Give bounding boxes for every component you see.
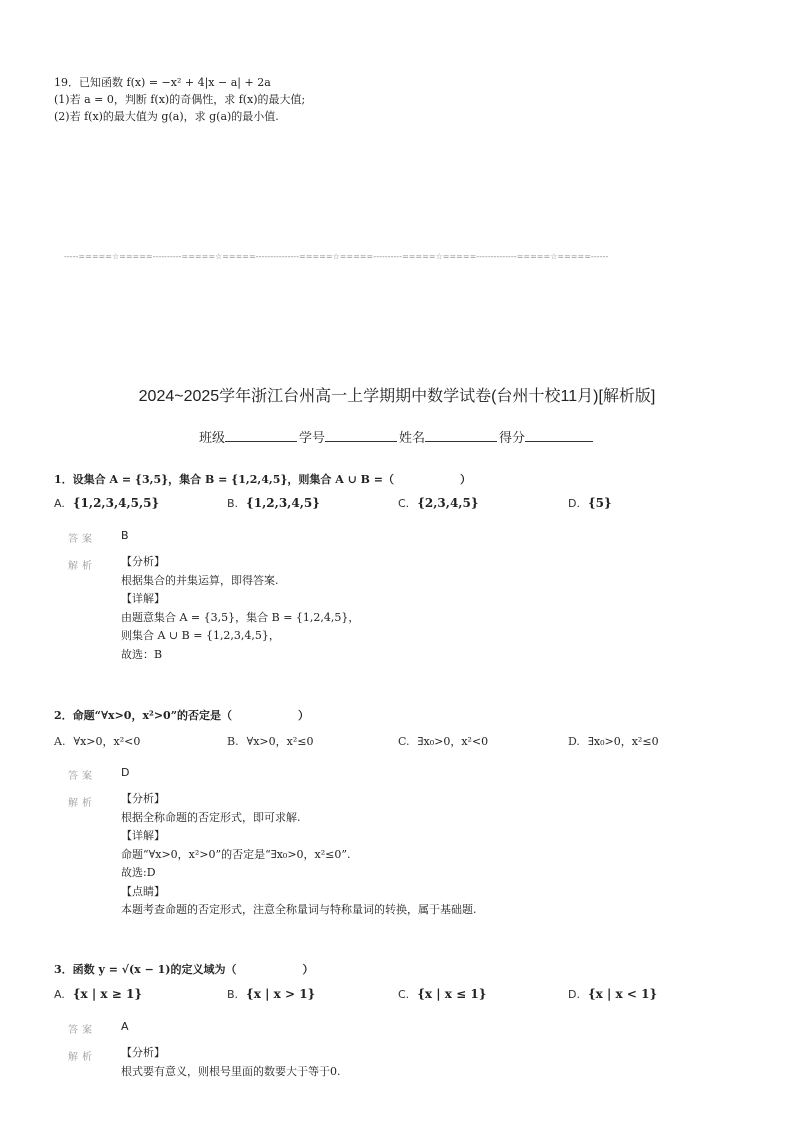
analysis-line: 故选：B (121, 647, 163, 661)
question-3-stem: 3．函数 y = √(x − 1)的定义域为（ ） (54, 963, 314, 976)
score-blank[interactable] (525, 429, 593, 442)
question-3-answer-label: 答案 (68, 1025, 96, 1036)
class-label: 班级 (198, 430, 225, 445)
question-1-analysis (121, 553, 359, 664)
question-1-answer-label: 答案 (68, 534, 96, 545)
question-1-answer: B (121, 529, 129, 542)
analysis-line: 命题“∀x>0，x²>0”的否定是“∃x₀>0，x²≤0”. (121, 847, 351, 861)
question-3-option-c: C. {x | x ≤ 1} (398, 987, 487, 1001)
question-3-option-d: D. {x | x < 1} (568, 987, 658, 1001)
question-2-option-d: D. ∃x₀>0，x²≤0 (568, 735, 659, 748)
question-1-option-d: D. {5} (568, 496, 612, 510)
name-label: 姓名 (399, 430, 426, 445)
question-1-option-c: C. {2,3,4,5} (398, 496, 479, 510)
analysis-line: 【详解】 (121, 829, 165, 842)
question-19-part1: (1)若 a = 0，判断 f(x)的奇偶性，求 f(x)的最大值; (54, 93, 306, 106)
question-2-answer-label: 答案 (68, 771, 96, 782)
question-2-analysis-label: 解析 (68, 798, 96, 809)
analysis-line: 【分析】 (121, 792, 165, 805)
analysis-line: 本题考查命题的否定形式，注意全称量词与特称量词的转换，属于基础题. (121, 903, 477, 916)
question-19 (54, 74, 305, 125)
analysis-line: 根式要有意义，则根号里面的数要大于等于0. (121, 1064, 341, 1078)
section-divider: -----=====☆=====----------=====☆=====---------------=====☆=====----------=====☆=====--------------=====☆=====------ (64, 252, 609, 261)
question-1-stem: 1．设集合 A = {3,5}，集合 B = {1,2,4,5}，则集合 A ∪ B =（ ） (54, 473, 472, 486)
analysis-line: 【详解】 (121, 592, 165, 605)
analysis-line: 【分析】 (121, 555, 165, 568)
question-3-answer: A (121, 1020, 129, 1033)
analysis-line: 【点睛】 (121, 884, 165, 898)
analysis-line: 【分析】 (121, 1046, 165, 1059)
question-2-option-b: B. ∀x>0，x²≤0 (227, 735, 314, 748)
question-3-analysis-label: 解析 (68, 1052, 96, 1063)
analysis-line: 由题意集合 A = {3,5}，集合 B = {1,2,4,5}， (121, 610, 360, 624)
analysis-line: 根据全称命题的否定形式，即可求解. (121, 810, 301, 824)
page-title: 2024~2025学年浙江台州高一上学期期中数学试卷(台州十校11月)[解析版] (138, 388, 656, 405)
class-blank[interactable] (225, 429, 297, 442)
question-19-stem: 19．已知函数 f(x) = −x² + 4|x − a| + 2a (54, 76, 271, 89)
question-1-analysis-label: 解析 (68, 561, 96, 572)
question-3-option-b: B. {x | x > 1} (227, 987, 316, 1001)
question-3-analysis (121, 1044, 341, 1081)
question-2-option-c: C. ∃x₀>0，x²<0 (398, 735, 489, 748)
question-1-option-a: A. {1,2,3,4,5,5} (54, 496, 160, 510)
question-2-stem: 2．命题“∀x>0，x²>0”的否定是（ ） (54, 709, 310, 722)
analysis-line: 则集合 A ∪ B = {1,2,3,4,5}， (121, 629, 280, 642)
question-3-option-a: A. {x | x ≥ 1} (54, 987, 143, 1001)
student-id-blank[interactable] (325, 429, 397, 442)
score-label: 得分 (499, 430, 526, 445)
analysis-line: 故选:D (121, 866, 156, 879)
question-19-part2: (2)若 f(x)的最大值为 g(a)，求 g(a)的最小值. (54, 110, 279, 123)
question-2-answer: D (121, 766, 130, 779)
student-id-label: 学号 (298, 430, 325, 445)
student-info-fields (0, 427, 794, 446)
question-2-option-a: A. ∀x>0，x²<0 (54, 735, 141, 748)
analysis-line: 根据集合的并集运算，即得答案. (121, 573, 279, 587)
question-2-analysis (121, 790, 477, 920)
name-blank[interactable] (425, 429, 497, 442)
question-1-option-b: B. {1,2,3,4,5} (227, 496, 320, 510)
